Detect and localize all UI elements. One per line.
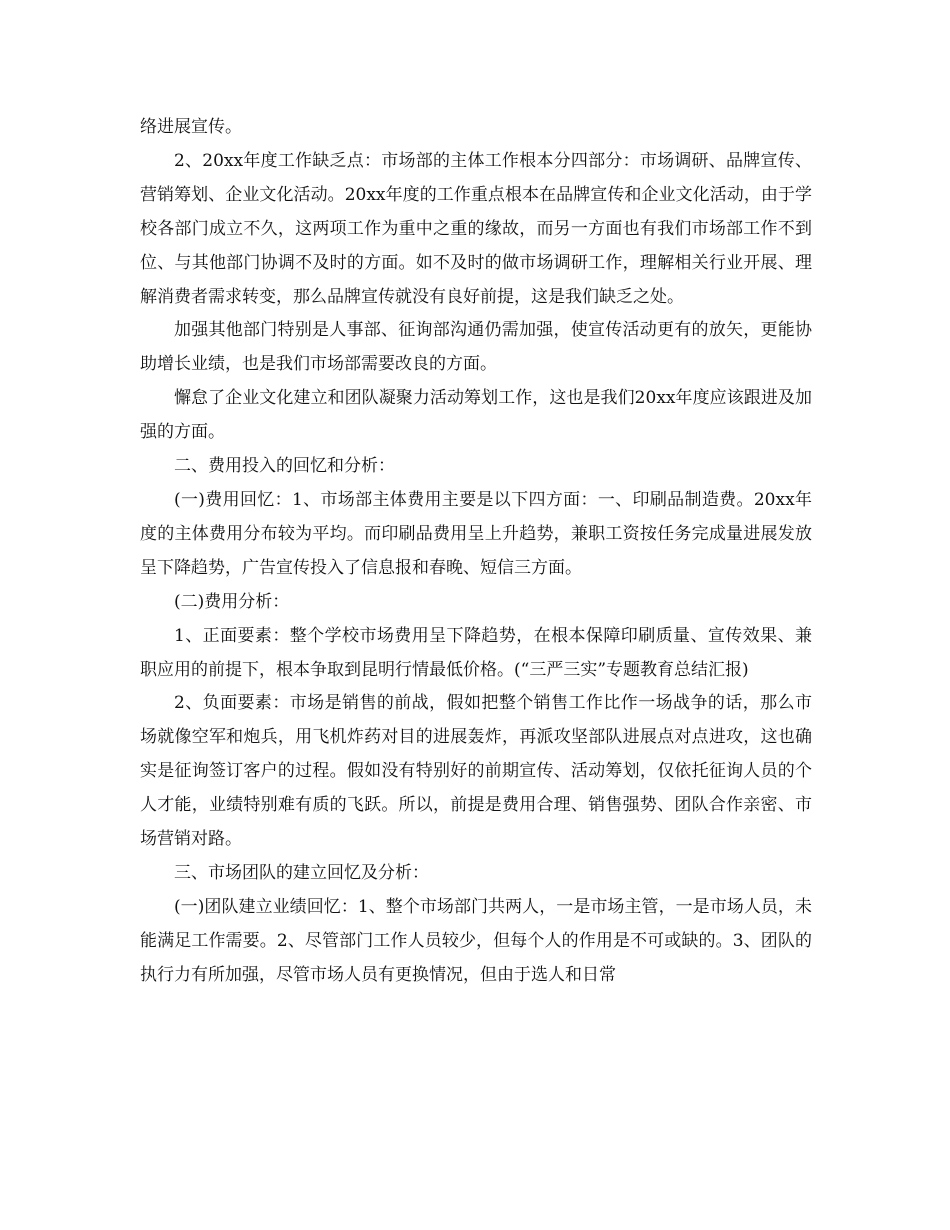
paragraph-6: (一)费用回忆：1、市场部主体费用主要是以下四方面：一、印刷品制造费。20xx年度的主体费用分布较为平均。而印刷品费用呈上升趋势，兼职工资按任务完成量进展发放呈下降趋势，广告宣传投入了信息报和春晚、短信三方面。 xyxy=(140,489,812,578)
document-body xyxy=(140,111,812,993)
paragraph-1: 络进展宣传。 xyxy=(140,117,242,137)
paragraph-2: 2、20xx年度工作缺乏点：市场部的主体工作根本分四部分：市场调研、品牌宣传、营销筹划、企业文化活动。20xx年度的工作重点根本在品牌宣传和企业文化活动，由于学校各部门成立不久，这两项工作为重中之重的缘故，而另一方面也有我们市场部工作不到位、与其他部门协调不及时的方面。如不及时的做市场调研工作，理解相关行业开展、理解消费者需求转变，那么品牌宣传就没有良好前提，这是我们缺乏之处。 xyxy=(140,150,812,307)
paragraph-8: 1、正面要素：整个学校市场费用呈下降趋势，在根本保障印刷质量、宣传效果、兼职应用的前提下，根本争取到昆明行情最低价格。(“三严三实”专题教育总结汇报) xyxy=(140,625,812,680)
paragraph-4: 懈怠了企业文化建立和团队凝聚力活动筹划工作，这也是我们20xx年度应该跟进及加强的方面。 xyxy=(140,388,812,443)
paragraph-11: (一)团队建立业绩回忆：1、整个市场部门共两人，一是市场主管，一是市场人员，未能满足工作需要。2、尽管部门工作人员较少，但每个人的作用是不可或缺的。3、团队的执行力有所加强，尽管市场人员有更换情况，但由于选人和日常 xyxy=(140,896,812,985)
section-heading-3: 三、市场团队的建立回忆及分析： xyxy=(174,862,429,883)
subheading-cost-analysis: (二)费用分析： xyxy=(174,591,290,612)
paragraph-3: 加强其他部门特别是人事部、征询部沟通仍需加强，使宣传活动更有的放矢，更能协助增长业绩，也是我们市场部需要改良的方面。 xyxy=(140,320,812,375)
paragraph-9: 2、负面要素：市场是销售的前战，假如把整个销售工作比作一场战争的话，那么市场就像空军和炮兵，用飞机炸药对目的进展轰炸，再派攻坚部队进展点对点进攻，这也确实是征询签订客户的过程。假如没有特别好的前期宣传、活动筹划，仅依托征询人员的个人才能，业绩特别难有质的飞跃。所以，前提是费用合理、销售强势、团队合作亲密、市场营销对路。 xyxy=(140,693,812,850)
section-heading-2: 二、费用投入的回忆和分析： xyxy=(174,456,395,477)
